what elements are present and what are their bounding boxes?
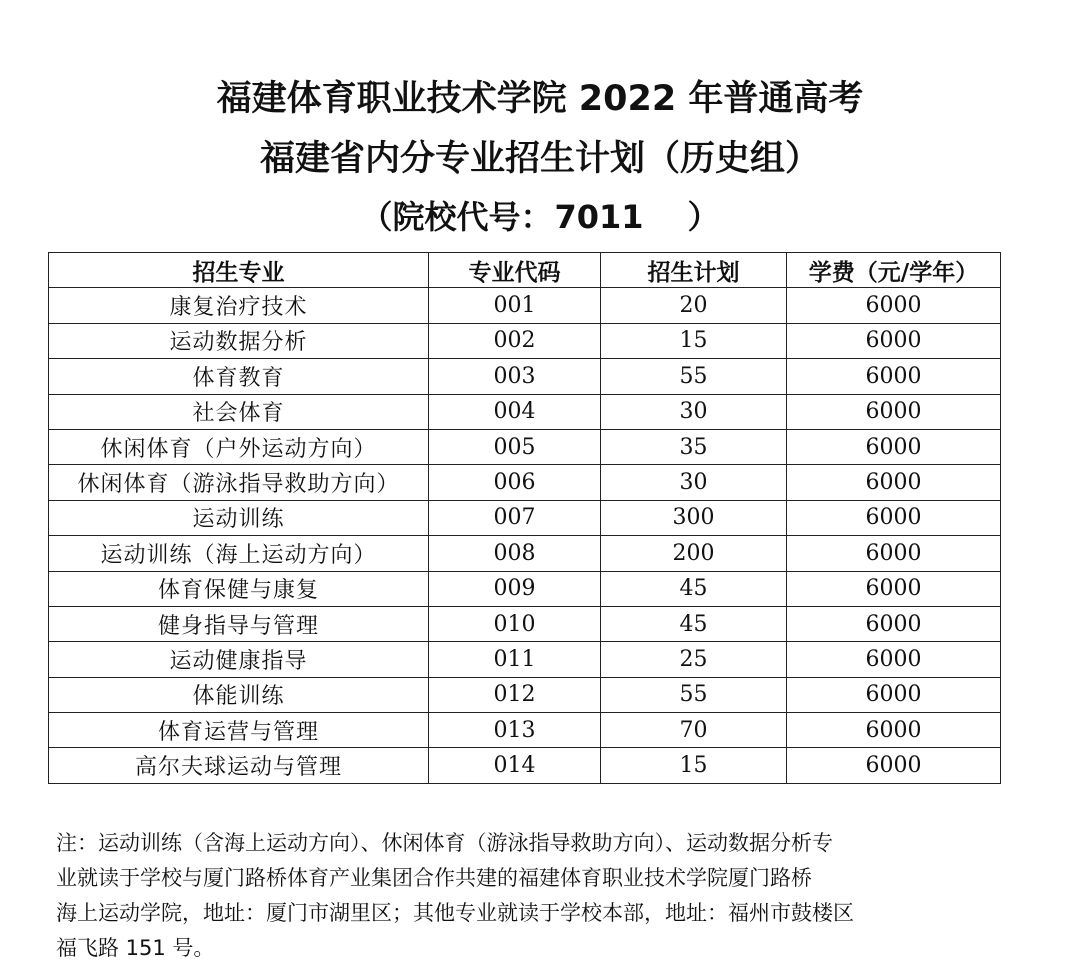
table-row (49, 288, 1001, 323)
table-row (49, 571, 1001, 606)
tuition: 6000 (787, 748, 1001, 783)
enrollment-plan-table (48, 252, 1001, 784)
major-name: 社会体育 (49, 394, 429, 429)
major-code: 009 (429, 571, 601, 606)
major-code: 014 (429, 748, 601, 783)
table-row (49, 713, 1001, 748)
major-code: 007 (429, 500, 601, 535)
footnote-line: 业就读于学校与厦门路桥体育产业集团合作共建的福建体育职业技术学院厦门路桥 (56, 866, 812, 890)
tuition: 6000 (787, 359, 1001, 394)
major-code: 008 (429, 536, 601, 571)
major-code: 010 (429, 606, 601, 641)
tuition: 6000 (787, 323, 1001, 358)
major-code: 005 (429, 429, 601, 464)
table-row (49, 677, 1001, 712)
tuition: 6000 (787, 606, 1001, 641)
plan-count: 55 (601, 359, 787, 394)
tuition: 6000 (787, 288, 1001, 323)
document-title-line-2: 福建省内分专业招生计划（历史组） (259, 139, 820, 179)
tuition: 6000 (787, 465, 1001, 500)
major-name: 体育保健与康复 (49, 571, 429, 606)
footnote-line: 福飞路 151 号。 (56, 936, 215, 960)
major-code: 012 (429, 677, 601, 712)
footnote (56, 826, 1016, 966)
table-row (49, 642, 1001, 677)
plan-count: 200 (601, 536, 787, 571)
major-code: 013 (429, 713, 601, 748)
header-major: 招生专业 (49, 253, 429, 288)
plan-count: 45 (601, 571, 787, 606)
header-tuition: 学费（元/学年） (787, 253, 1001, 288)
plan-count: 25 (601, 642, 787, 677)
major-code: 001 (429, 288, 601, 323)
table-row (49, 536, 1001, 571)
plan-count: 15 (601, 323, 787, 358)
footnote-line: 注：运动训练（含海上运动方向）、休闲体育（游泳指导救助方向）、运动数据分析专 (56, 831, 833, 855)
major-name: 运动数据分析 (49, 323, 429, 358)
major-name: 运动训练（海上运动方向） (49, 536, 429, 571)
table-row (49, 429, 1001, 464)
major-name: 高尔夫球运动与管理 (49, 748, 429, 783)
header-major-code: 专业代码 (429, 253, 601, 288)
table-row (49, 359, 1001, 394)
plan-count: 300 (601, 500, 787, 535)
plan-count: 70 (601, 713, 787, 748)
plan-count: 30 (601, 394, 787, 429)
tuition: 6000 (787, 536, 1001, 571)
major-name: 运动训练 (49, 500, 429, 535)
major-code: 006 (429, 465, 601, 500)
plan-count: 55 (601, 677, 787, 712)
footnote-line: 海上运动学院，地址：厦门市湖里区；其他专业就读于学校本部，地址：福州市鼓楼区 (56, 901, 854, 925)
tuition: 6000 (787, 713, 1001, 748)
table-row (49, 748, 1001, 783)
plan-count: 30 (601, 465, 787, 500)
table-row (49, 394, 1001, 429)
plan-count: 45 (601, 606, 787, 641)
plan-count: 20 (601, 288, 787, 323)
major-name: 健身指导与管理 (49, 606, 429, 641)
plan-count: 35 (601, 429, 787, 464)
major-code: 011 (429, 642, 601, 677)
major-name: 体育运营与管理 (49, 713, 429, 748)
table-row (49, 465, 1001, 500)
school-code-suffix: ） (687, 198, 720, 236)
tuition: 6000 (787, 642, 1001, 677)
tuition: 6000 (787, 500, 1001, 535)
table-row (49, 606, 1001, 641)
major-name: 休闲体育（游泳指导救助方向） (49, 465, 429, 500)
school-code-prefix: （院校代号： (360, 198, 553, 236)
major-code: 004 (429, 394, 601, 429)
major-code: 003 (429, 359, 601, 394)
table-row (49, 500, 1001, 535)
major-name: 运动健康指导 (49, 642, 429, 677)
tuition: 6000 (787, 429, 1001, 464)
tuition: 6000 (787, 677, 1001, 712)
major-name: 体能训练 (49, 677, 429, 712)
document-title-line-1: 福建体育职业技术学院 2022 年普通高考 (216, 79, 864, 119)
plan-count: 15 (601, 748, 787, 783)
major-code: 002 (429, 323, 601, 358)
school-code-line (0, 194, 1080, 240)
header-plan-count: 招生计划 (601, 253, 787, 288)
table-row (49, 323, 1001, 358)
major-name: 休闲体育（户外运动方向） (49, 429, 429, 464)
major-name: 体育教育 (49, 359, 429, 394)
major-name: 康复治疗技术 (49, 288, 429, 323)
table-header-row (49, 253, 1001, 288)
tuition: 6000 (787, 571, 1001, 606)
tuition: 6000 (787, 394, 1001, 429)
school-code: 7011 (554, 198, 644, 236)
